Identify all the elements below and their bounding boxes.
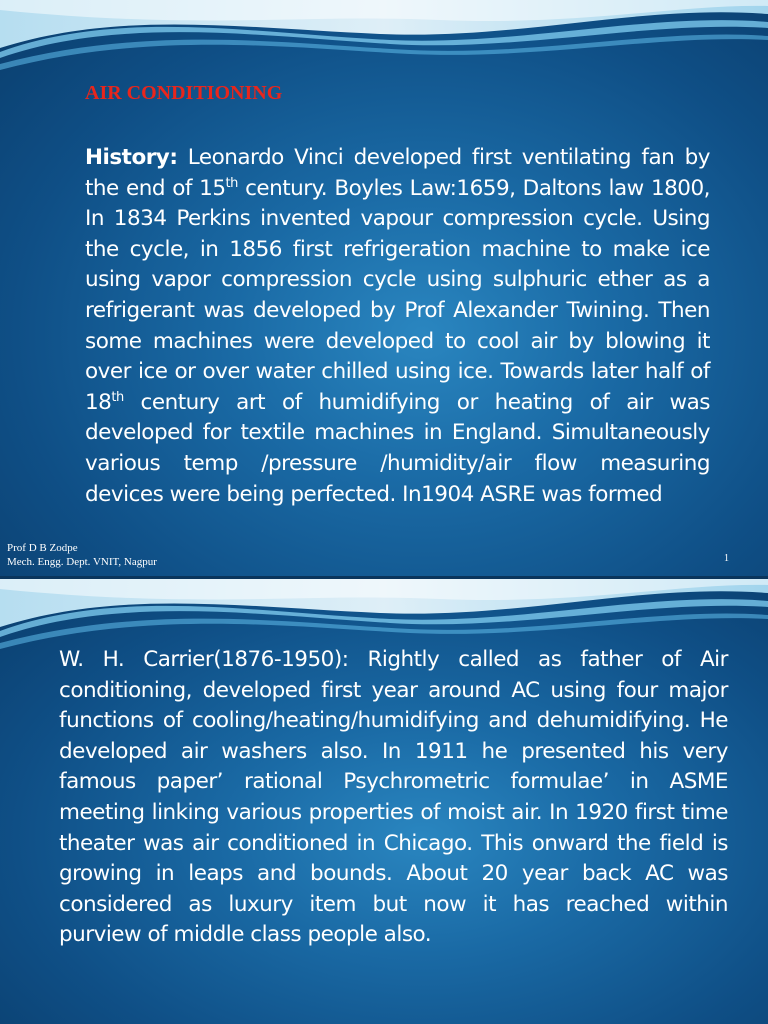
paragraph-line: functions of cooling/heating/humidifying and dehumidifying. He bbox=[59, 708, 728, 734]
slide-2 bbox=[0, 579, 768, 1024]
paragraph-line: In 1834 Perkins invented vapour compression cycle. Using bbox=[85, 206, 710, 232]
paragraph-line: developed air washers also. In 1911 he presented his very bbox=[59, 738, 728, 764]
wave-header-decoration bbox=[0, 0, 768, 90]
paragraph-line: over ice or over water chilled using ice. Towards later half of bbox=[85, 359, 710, 385]
paragraph-line: purview of middle class people also. bbox=[59, 922, 432, 948]
page-number: 1 bbox=[724, 553, 729, 564]
paragraph-line: various temp /pressure /humidity/air flow measuring bbox=[85, 450, 710, 476]
paragraph-line: developed for textile machines in England. Simultaneously bbox=[85, 420, 710, 446]
slide-title: AIR CONDITIONING bbox=[85, 82, 283, 104]
paragraph-line: History: Leonardo Vinci developed first ventilating fan by bbox=[85, 145, 710, 170]
paragraph-line: the end of 15th century. Boyles Law:1659, Daltons law 1800, bbox=[85, 175, 710, 201]
paragraph-line: 18th century art of humidifying or heating of air was bbox=[85, 389, 710, 415]
author-department: Mech. Engg. Dept. VNIT, Nagpur bbox=[7, 556, 157, 568]
carrier-paragraph bbox=[59, 645, 728, 951]
paragraph-line: considered as luxury item but now it has reached within bbox=[59, 891, 728, 917]
paragraph-line: devices were being perfected. In1904 ASRE was formed bbox=[85, 481, 663, 507]
paragraph-line: famous paper’ rational Psychrometric formulae’ in ASME bbox=[59, 769, 728, 795]
paragraph-line: the cycle, in 1856 first refrigeration machine to make ice bbox=[85, 236, 710, 262]
paragraph-line: theater was air conditioned in Chicago. This onward the field is bbox=[59, 830, 728, 856]
paragraph-line: refrigerant was developed by Prof Alexander Twining. Then bbox=[85, 297, 710, 323]
paragraph-line: conditioning, developed first year around AC using four major bbox=[59, 677, 728, 703]
author-name: Prof D B Zodpe bbox=[7, 542, 78, 554]
paragraph-line: some machines were developed to cool air by blowing it bbox=[85, 328, 710, 354]
paragraph-line: W. H. Carrier(1876-1950): Rightly called as father of Air bbox=[59, 647, 728, 672]
slide-footer bbox=[7, 541, 157, 569]
paragraph-line: growing in leaps and bounds. About 20 year back AC was bbox=[59, 861, 728, 887]
paragraph-line: meeting linking various properties of moist air. In 1920 first time bbox=[59, 799, 728, 825]
history-label: History: bbox=[85, 145, 178, 170]
history-paragraph bbox=[85, 143, 710, 510]
paragraph-line: using vapor compression cycle using sulphuric ether as a bbox=[85, 267, 710, 293]
